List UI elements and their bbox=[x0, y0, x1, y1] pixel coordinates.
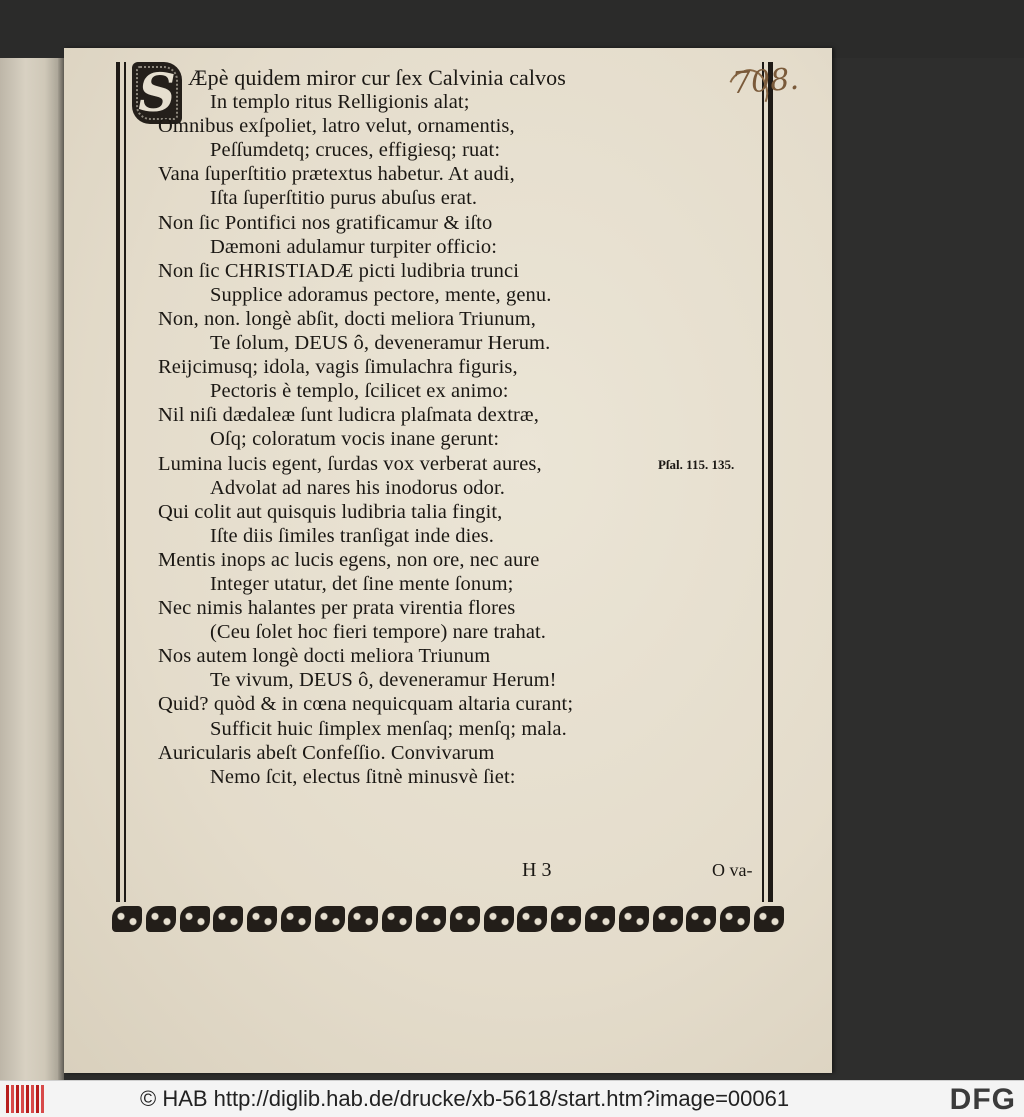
ornamental-border bbox=[112, 904, 784, 934]
ornament-tile bbox=[653, 906, 683, 932]
ornament-tile bbox=[382, 906, 412, 932]
poem-line: Qui colit aut quisquis ludibria talia fingit, bbox=[158, 500, 503, 523]
poem-line: Vana ſuperſtitio prætextus habetur. At audi, bbox=[158, 163, 515, 186]
ornament-tile bbox=[720, 906, 750, 932]
poem-line: Quid? quòd & in cœna nequicquam altaria curant; bbox=[158, 693, 574, 716]
poem-line: Te ſolum, DEUS ô, deveneramur Herum. bbox=[210, 332, 551, 355]
poem-line: Non ſic CHRISTIADÆ picti ludibria trunci bbox=[158, 259, 519, 282]
poem-line: Oſq; coloratum vocis inane gerunt: bbox=[210, 428, 500, 451]
poem-line: Iſte diis ſimiles tranſigat inde dies. bbox=[210, 524, 494, 547]
ornament-tile bbox=[551, 906, 581, 932]
catchword: O va- bbox=[712, 860, 753, 880]
poem-line: Æpè quidem miror cur ſex Calvinia calvos bbox=[188, 65, 566, 90]
signature-mark: H 3 bbox=[522, 859, 552, 881]
ornament-tile bbox=[450, 906, 480, 932]
poem-line: Non ſic Pontifici nos gratificamur & iſto bbox=[158, 211, 493, 234]
ornament-tile bbox=[315, 906, 345, 932]
dfg-logo: DFG bbox=[949, 1083, 1016, 1116]
poem-line: Reijcimusq; idola, vagis ſimulachra figuris, bbox=[158, 356, 518, 379]
ornament-tile bbox=[585, 906, 615, 932]
ornament-tile bbox=[348, 906, 378, 932]
scan-backdrop-right bbox=[830, 58, 1024, 1080]
poem-line: Peſſumdetq; cruces, effigiesq; ruat: bbox=[210, 139, 501, 162]
poem-line: Sufficit huic ſimplex menſaq; menſq; mala. bbox=[210, 717, 567, 740]
ornament-tile bbox=[484, 906, 514, 932]
poem-line: Dæmoni adulamur turpiter officio: bbox=[210, 235, 498, 258]
frame-rule bbox=[116, 62, 120, 902]
poem-line: Non, non. longè abſit, docti meliora Triunum, bbox=[158, 307, 537, 330]
poem-line: Pectoris è templo, ſcilicet ex animo: bbox=[210, 380, 509, 403]
ornament-tile bbox=[754, 906, 784, 932]
poem-line: Te vivum, DEUS ô, deveneramur Herum! bbox=[210, 669, 557, 692]
hab-logo-icon bbox=[6, 1085, 48, 1113]
ornament-tile bbox=[517, 906, 547, 932]
handwritten-page-number: 708. bbox=[730, 61, 800, 102]
ornament-tile bbox=[686, 906, 716, 932]
poem-line: Auricularis abeſt Confeſſio. Convivarum bbox=[158, 741, 495, 764]
ornament-tile bbox=[416, 906, 446, 932]
ornament-tile bbox=[180, 906, 210, 932]
poem-line: Supplice adoramus pectore, mente, genu. bbox=[210, 283, 552, 306]
poem-line: Lumina lucis egent, ſurdas vox verberat aures, bbox=[158, 452, 542, 475]
ornament-tile bbox=[619, 906, 649, 932]
poem-line: (Ceu ſolet hoc fieri tempore) nare trahat. bbox=[210, 621, 547, 644]
poem-line: Omnibus exſpoliet, latro velut, ornamentis, bbox=[158, 115, 515, 138]
frame-rule bbox=[762, 62, 764, 902]
ornament-tile bbox=[112, 906, 142, 932]
facing-page-edge bbox=[0, 58, 64, 1080]
poem-line: Integer utatur, det ſine mente ſonum; bbox=[210, 572, 514, 595]
frame-rule bbox=[768, 62, 773, 902]
poem-line: Advolat ad nares his inodorus odor. bbox=[210, 476, 506, 499]
poem-line: Nec nimis halantes per prata virentia flores bbox=[158, 597, 516, 620]
footer-bar bbox=[0, 1080, 1024, 1117]
marginal-note: Pſal. 115. 135. bbox=[658, 457, 735, 472]
poem-line: Nil niſi dædaleæ ſunt ludicra plaſmata dextræ, bbox=[158, 404, 539, 427]
ornament-tile bbox=[247, 906, 277, 932]
drop-cap-letter: S bbox=[138, 62, 176, 124]
ornament-tile bbox=[213, 906, 243, 932]
ornament-tile bbox=[146, 906, 176, 932]
copyright-url[interactable]: © HAB http://diglib.hab.de/drucke/xb-5618/start.htm?image=00061 bbox=[140, 1086, 790, 1111]
poem-line: Nos autem longè docti meliora Triunum bbox=[158, 645, 491, 668]
frame-rule bbox=[124, 62, 126, 902]
book-page bbox=[64, 48, 832, 1073]
poem-line: Iſta ſuperſtitio purus abuſus erat. bbox=[210, 187, 478, 210]
ornament-tile bbox=[281, 906, 311, 932]
poem-text bbox=[158, 66, 678, 789]
poem-line: Mentis inops ac lucis egens, non ore, nec aure bbox=[158, 548, 540, 571]
poem-line: Nemo ſcit, electus ſitnè minusvè ſiet: bbox=[210, 765, 516, 788]
poem-line: In templo ritus Relligionis alat; bbox=[210, 91, 470, 114]
